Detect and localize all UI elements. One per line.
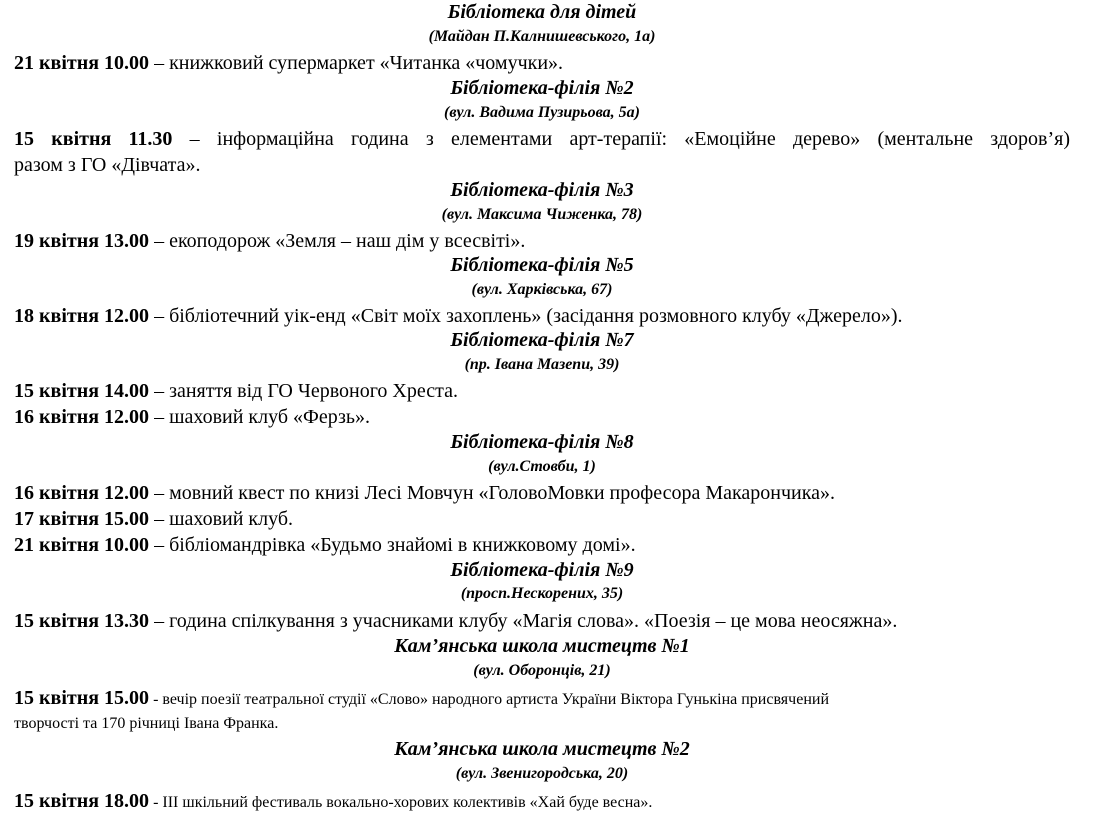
section-title: Бібліотека-філія №2	[450, 77, 634, 99]
event-text: – інформаційна година з елементами арт-терапії: «Емоційне дерево» (ментальне здоров’я)	[172, 128, 1070, 150]
event-date: 19 квітня 13.00	[14, 230, 150, 252]
section-address: (просп.Нескорених, 35)	[460, 585, 624, 602]
event-line	[14, 480, 1070, 506]
event-continuation: разом з ГО «Дівчата».	[14, 154, 201, 176]
event-line	[14, 506, 1070, 532]
event-date: 16 квітня 12.00	[14, 406, 150, 428]
section-address: (вул. Оборонців, 21)	[473, 662, 611, 679]
event-text: – бібліомандрівка «Будьмо знайомі в книжковому домі».	[149, 534, 636, 556]
event-text: – книжковий супермаркет «Читанка «чомучки».	[149, 52, 564, 74]
event-date: 21 квітня 10.00	[14, 534, 150, 556]
section-title: Бібліотека-філія №7	[450, 329, 634, 351]
section-title: Бібліотека-філія №5	[450, 254, 634, 276]
event-date: 15 квітня 14.00	[14, 380, 150, 402]
event-text: – мовний квест по книзі Лесі Мовчун «ГоловоМовки професора Макарончика».	[149, 482, 836, 504]
event-date: 21 квітня 10.00	[14, 52, 150, 74]
event-line	[14, 378, 1070, 404]
event-line	[14, 685, 1070, 711]
event-line	[14, 404, 1070, 430]
event-text: – година спілкування з учасниками клубу «Магія слова». «Поезія – це мова неосяжна».	[149, 610, 898, 632]
section-title: Бібліотека для дітей	[447, 1, 637, 23]
event-text: – шаховий клуб.	[149, 508, 294, 530]
event-date: 17 квітня 15.00	[14, 508, 150, 530]
event-line	[14, 126, 1070, 152]
event-date: 15 квітня 18.00	[14, 790, 150, 812]
section-address: (вул. Харківська, 67)	[471, 281, 613, 298]
event-line	[14, 532, 1070, 558]
event-date: 16 квітня 12.00	[14, 482, 150, 504]
event-text: – бібліотечний уік-енд «Світ моїх захоплень» (засідання розмовного клубу «Джерело»).	[149, 305, 903, 327]
event-text: – шаховий клуб «Ферзь».	[149, 406, 370, 428]
section-title: Бібліотека-філія №3	[450, 179, 634, 201]
event-line	[14, 228, 1070, 254]
event-line	[14, 303, 1070, 329]
event-date: 18 квітня 12.00	[14, 305, 150, 327]
section-title: Бібліотека-філія №8	[450, 431, 634, 453]
event-date: 15 квітня 15.00	[14, 687, 150, 709]
section-address: (вул. Вадима Пузирьова, 5а)	[444, 104, 640, 121]
event-text: - ІІІ шкільний фестиваль вокально-хорових колективів «Хай буде весна».	[149, 794, 653, 811]
event-continuation: творчості та 170 річниці Івана Франка.	[14, 715, 279, 732]
section-address: (Майдан П.Калнишевського, 1а)	[428, 28, 656, 45]
section-title: Бібліотека-філія №9	[450, 559, 634, 581]
section-address: (вул.Стовби, 1)	[488, 458, 596, 475]
event-line	[14, 50, 1070, 76]
section-title: Кам’янська школа мистецтв №2	[394, 738, 690, 760]
section-title: Кам’янська школа мистецтв №1	[394, 635, 690, 657]
event-date: 15 квітня 13.30	[14, 610, 150, 632]
event-text: - вечір поезії театральної студії «Слово» народного артиста України Віктора Гунькіна присвячений	[149, 691, 829, 708]
section-address: (пр. Івана Мазепи, 39)	[464, 356, 620, 373]
event-date: 15 квітня 11.30	[14, 128, 173, 150]
event-text: – екоподорож «Земля – наш дім у всесвіті».	[149, 230, 526, 252]
event-line	[14, 608, 1070, 634]
event-text: – заняття від ГО Червоного Хреста.	[149, 380, 458, 402]
section-address: (вул. Звенигородська, 20)	[455, 765, 629, 782]
section-address: (вул. Максима Чиженка, 78)	[441, 206, 643, 223]
event-line	[14, 788, 1070, 814]
